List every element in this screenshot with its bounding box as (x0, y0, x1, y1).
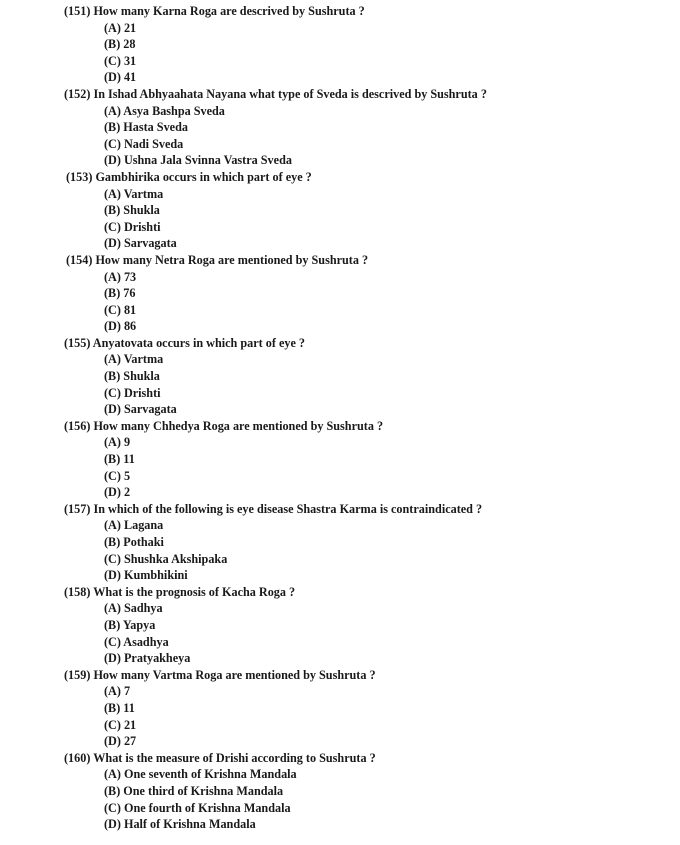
question-158 (0, 584, 680, 667)
option-b: (B) 11 (104, 452, 135, 467)
option-a: (A) Sadhya (104, 601, 163, 616)
option-d: (D) 86 (104, 319, 137, 334)
option-b: (B) Yapya (104, 617, 156, 632)
question-160 (0, 750, 680, 833)
option-c: (C) Shushka Akshipaka (104, 551, 228, 566)
question-text: (158) What is the prognosis of Kacha Roga ? (64, 584, 296, 599)
option-d: (D) Ushna Jala Svinna Vastra Sveda (104, 153, 292, 168)
option-c: (C) Asadhya (104, 634, 169, 649)
option-b: (B) 76 (104, 286, 136, 301)
option-c: (C) 21 (104, 717, 137, 732)
option-d: (D) Half of Krishna Mandala (104, 817, 256, 832)
question-text: (156) How many Chhedya Roga are mentioned by Sushruta ? (64, 418, 384, 433)
question-155 (0, 335, 680, 418)
option-b: (B) 28 (104, 37, 136, 52)
question-text: (153) Gambhirika occurs in which part of eye ? (66, 169, 312, 184)
option-a: (A) Vartma (104, 186, 164, 201)
option-c: (C) 81 (104, 302, 137, 317)
option-b: (B) Shukla (104, 369, 160, 384)
option-c: (C) 31 (104, 53, 137, 68)
question-156 (0, 418, 680, 501)
question-text: (160) What is the measure of Drishi according to Sushruta ? (64, 750, 376, 765)
option-d: (D) 41 (104, 70, 137, 85)
question-157 (0, 501, 680, 584)
option-a: (A) 9 (104, 435, 131, 450)
option-c: (C) Drishti (104, 385, 161, 400)
option-d: (D) 27 (104, 734, 137, 749)
option-b: (B) Hasta Sveda (104, 120, 188, 135)
question-text: (159) How many Vartma Roga are mentioned by Sushruta ? (64, 667, 376, 682)
option-c: (C) 5 (104, 468, 131, 483)
option-a: (A) One seventh of Krishna Mandala (104, 767, 297, 782)
option-a: (A) Asya Bashpa Sveda (104, 103, 225, 118)
option-a: (A) Vartma (104, 352, 164, 367)
option-b: (B) One third of Krishna Mandala (104, 783, 284, 798)
option-d: (D) Sarvagata (104, 402, 177, 417)
option-d: (D) 2 (104, 485, 131, 500)
option-d: (D) Pratyakheya (104, 651, 191, 666)
option-d: (D) Sarvagata (104, 236, 177, 251)
question-text: (152) In Ishad Abhyaahata Nayana what type of Sveda is descrived by Sushruta ? (64, 86, 487, 101)
option-a: (A) Lagana (104, 518, 164, 533)
question-153 (0, 169, 680, 252)
question-159 (0, 667, 680, 750)
option-a: (A) 7 (104, 684, 131, 699)
option-c: (C) One fourth of Krishna Mandala (104, 800, 291, 815)
question-page (0, 3, 680, 833)
option-b: (B) 11 (104, 700, 135, 715)
question-152 (0, 86, 680, 169)
option-c: (C) Nadi Sveda (104, 136, 184, 151)
option-d: (D) Kumbhikini (104, 568, 188, 583)
question-text: (151) How many Karna Roga are descrived by Sushruta ? (64, 4, 365, 18)
question-151 (0, 3, 680, 86)
question-154 (0, 252, 680, 335)
option-c: (C) Drishti (104, 219, 161, 234)
question-text: (155) Anyatovata occurs in which part of eye ? (64, 335, 306, 350)
option-b: (B) Pothaki (104, 535, 164, 549)
question-text: (157) In which of the following is eye disease Shastra Karma is contraindicated ? (64, 501, 483, 516)
option-a: (A) 21 (104, 20, 137, 35)
option-b: (B) Shukla (104, 203, 160, 218)
question-text: (154) How many Netra Roga are mentioned by Sushruta ? (66, 252, 369, 267)
option-a: (A) 73 (104, 269, 137, 284)
